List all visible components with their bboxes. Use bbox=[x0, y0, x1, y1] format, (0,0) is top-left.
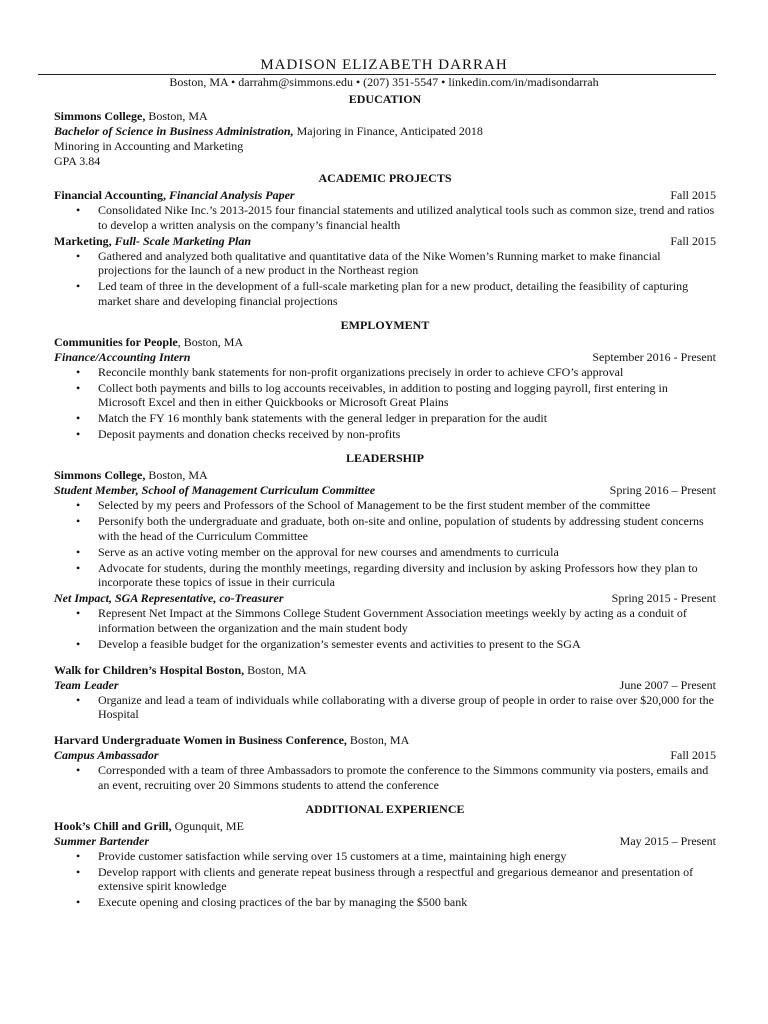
leadership-bullets bbox=[54, 498, 716, 590]
section-title-education: EDUCATION bbox=[348, 92, 422, 106]
list-item: • Corresponded with a team of three Ambassadors to promote the conference to the Simmons community via posters, emails and an event, recruiting over 20 Simmons students to attend the conference bbox=[54, 763, 716, 792]
additional-org: Hook’s Chill and Grill, Ogunquit, ME bbox=[54, 818, 244, 833]
project-date: Fall 2015 bbox=[670, 233, 716, 248]
list-item: • Selected by my peers and Professors of the School of Management to be the first student member of the committee bbox=[54, 498, 716, 513]
leadership-bullets bbox=[54, 606, 716, 651]
list-item: • Develop a feasible budget for the organization’s semester events and activities to present to the SGA bbox=[54, 637, 716, 652]
section-title-leadership: LEADERSHIP bbox=[345, 451, 425, 465]
leadership-date: June 2007 – Present bbox=[619, 677, 716, 692]
education-gpa: GPA 3.84 bbox=[54, 154, 101, 168]
employment-org: Communities for People, Boston, MA bbox=[54, 334, 244, 349]
list-item: • Consolidated Nike Inc.’s 2013-2015 four financial statements and utilized analytical tools such as common size, trend and ratios to develop a written analysis on the company’s financial health bbox=[54, 203, 716, 232]
list-item: • Collect both payments and bills to log accounts receivables, in addition to posting and logging payroll, first entering in Microsoft Excel and then in either Quickbooks or Microsoft Great Plains bbox=[54, 381, 716, 410]
list-item: • Advocate for students, during the monthly meetings, regarding diversity and inclusion by asking Professors how they plan to incorporate these topics of issue in their curricula bbox=[54, 561, 716, 590]
section-title-additional: ADDITIONAL EXPERIENCE bbox=[305, 801, 465, 816]
leadership-role: Campus Ambassador Fall 2015 bbox=[54, 748, 716, 762]
leadership-bullets bbox=[54, 763, 716, 792]
leadership-date: Spring 2015 - Present bbox=[611, 591, 716, 605]
list-item: • Represent Net Impact at the Simmons College Student Government Association meetings weekly by acting as a conduit of information between the organization and the main student body bbox=[54, 606, 716, 635]
education-minor: Minoring in Accounting and Marketing bbox=[54, 139, 244, 153]
contact-line: Boston, MA • darrahm@simmons.edu • (207) 351-5547 • linkedin.com/in/madisondarrah bbox=[169, 75, 599, 89]
leadership-role: Student Member, School of Management Curriculum Committee Spring 2016 – Present bbox=[54, 483, 716, 497]
list-item: • Personify both the undergraduate and graduate, both on-site and online, population of students by addressing student concerns with the head of the Curriculum Committee bbox=[54, 514, 716, 543]
list-item: • Execute opening and closing practices of the bar by managing the $500 bank bbox=[54, 895, 716, 910]
list-item: • Led team of three in the development of a full-scale marketing plan for a new product, detailing the feasibility of capturing market share and developing financial projections bbox=[54, 279, 716, 308]
list-item: • Provide customer satisfaction while serving over 15 customers at a time, maintaining high energy bbox=[54, 849, 716, 864]
leadership-date: Spring 2016 – Present bbox=[609, 483, 716, 497]
project-bullets bbox=[54, 249, 716, 309]
applicant-name: MADISON ELIZABETH DARRAH bbox=[260, 57, 508, 73]
employment-bullets bbox=[54, 365, 716, 442]
project-date: Fall 2015 bbox=[670, 188, 716, 202]
education-degree: Bachelor of Science in Business Administration, Majoring in Finance, Anticipated 2018 bbox=[54, 124, 483, 138]
project-heading: Marketing, Full- Scale Marketing Plan Fall 2015 bbox=[54, 233, 716, 248]
employment-date: September 2016 - Present bbox=[592, 349, 716, 364]
project-heading: Financial Accounting, Financial Analysis Paper Fall 2015 bbox=[54, 188, 716, 202]
project-bullets bbox=[54, 203, 716, 232]
list-item: • Deposit payments and donation checks received by non-profits bbox=[54, 427, 716, 442]
leadership-org: Walk for Children’s Hospital Boston, Boston, MA bbox=[54, 662, 307, 677]
list-item: • Serve as an active voting member on the approval for new courses and amendments to curricula bbox=[54, 545, 716, 560]
additional-date: May 2015 – Present bbox=[619, 833, 716, 848]
additional-role: Summer Bartender May 2015 – Present bbox=[54, 833, 716, 848]
resume-body bbox=[54, 92, 716, 911]
leadership-bullets bbox=[54, 693, 716, 722]
additional-bullets bbox=[54, 849, 716, 910]
section-title-employment: EMPLOYMENT bbox=[340, 317, 430, 332]
leadership-role: Net Impact, SGA Representative, co-Treasurer Spring 2015 - Present bbox=[54, 591, 716, 605]
list-item: • Reconcile monthly bank statements for non-profit organizations precisely in order to achieve CFO’s approval bbox=[54, 365, 716, 380]
leadership-org: Simmons College, Boston, MA bbox=[54, 468, 208, 482]
list-item: • Organize and lead a team of individuals while collaborating with a diverse group of people in order to raise over $20,000 for the Hospital bbox=[54, 693, 716, 722]
list-item: • Match the FY 16 monthly bank statements with the general ledger in preparation for the audit bbox=[54, 411, 716, 426]
leadership-org: Harvard Undergraduate Women in Business Conference, Boston, MA bbox=[54, 733, 410, 747]
employment-role: Finance/Accounting Intern September 2016 - Present bbox=[54, 349, 716, 364]
education-school: Simmons College, Boston, MA bbox=[54, 109, 208, 123]
section-title-projects: ACADEMIC PROJECTS bbox=[318, 171, 452, 185]
leadership-date: Fall 2015 bbox=[670, 748, 716, 762]
list-item: • Gathered and analyzed both qualitative and quantitative data of the Nike Women’s Running market to make financial projections for the launch of a new product in the Northeast region bbox=[54, 249, 716, 278]
list-item: • Develop rapport with clients and generate repeat business through a respectful and gregarious demeanor and presentation of extensive spirit knowledge bbox=[54, 865, 716, 894]
leadership-role: Team Leader June 2007 – Present bbox=[54, 677, 716, 692]
